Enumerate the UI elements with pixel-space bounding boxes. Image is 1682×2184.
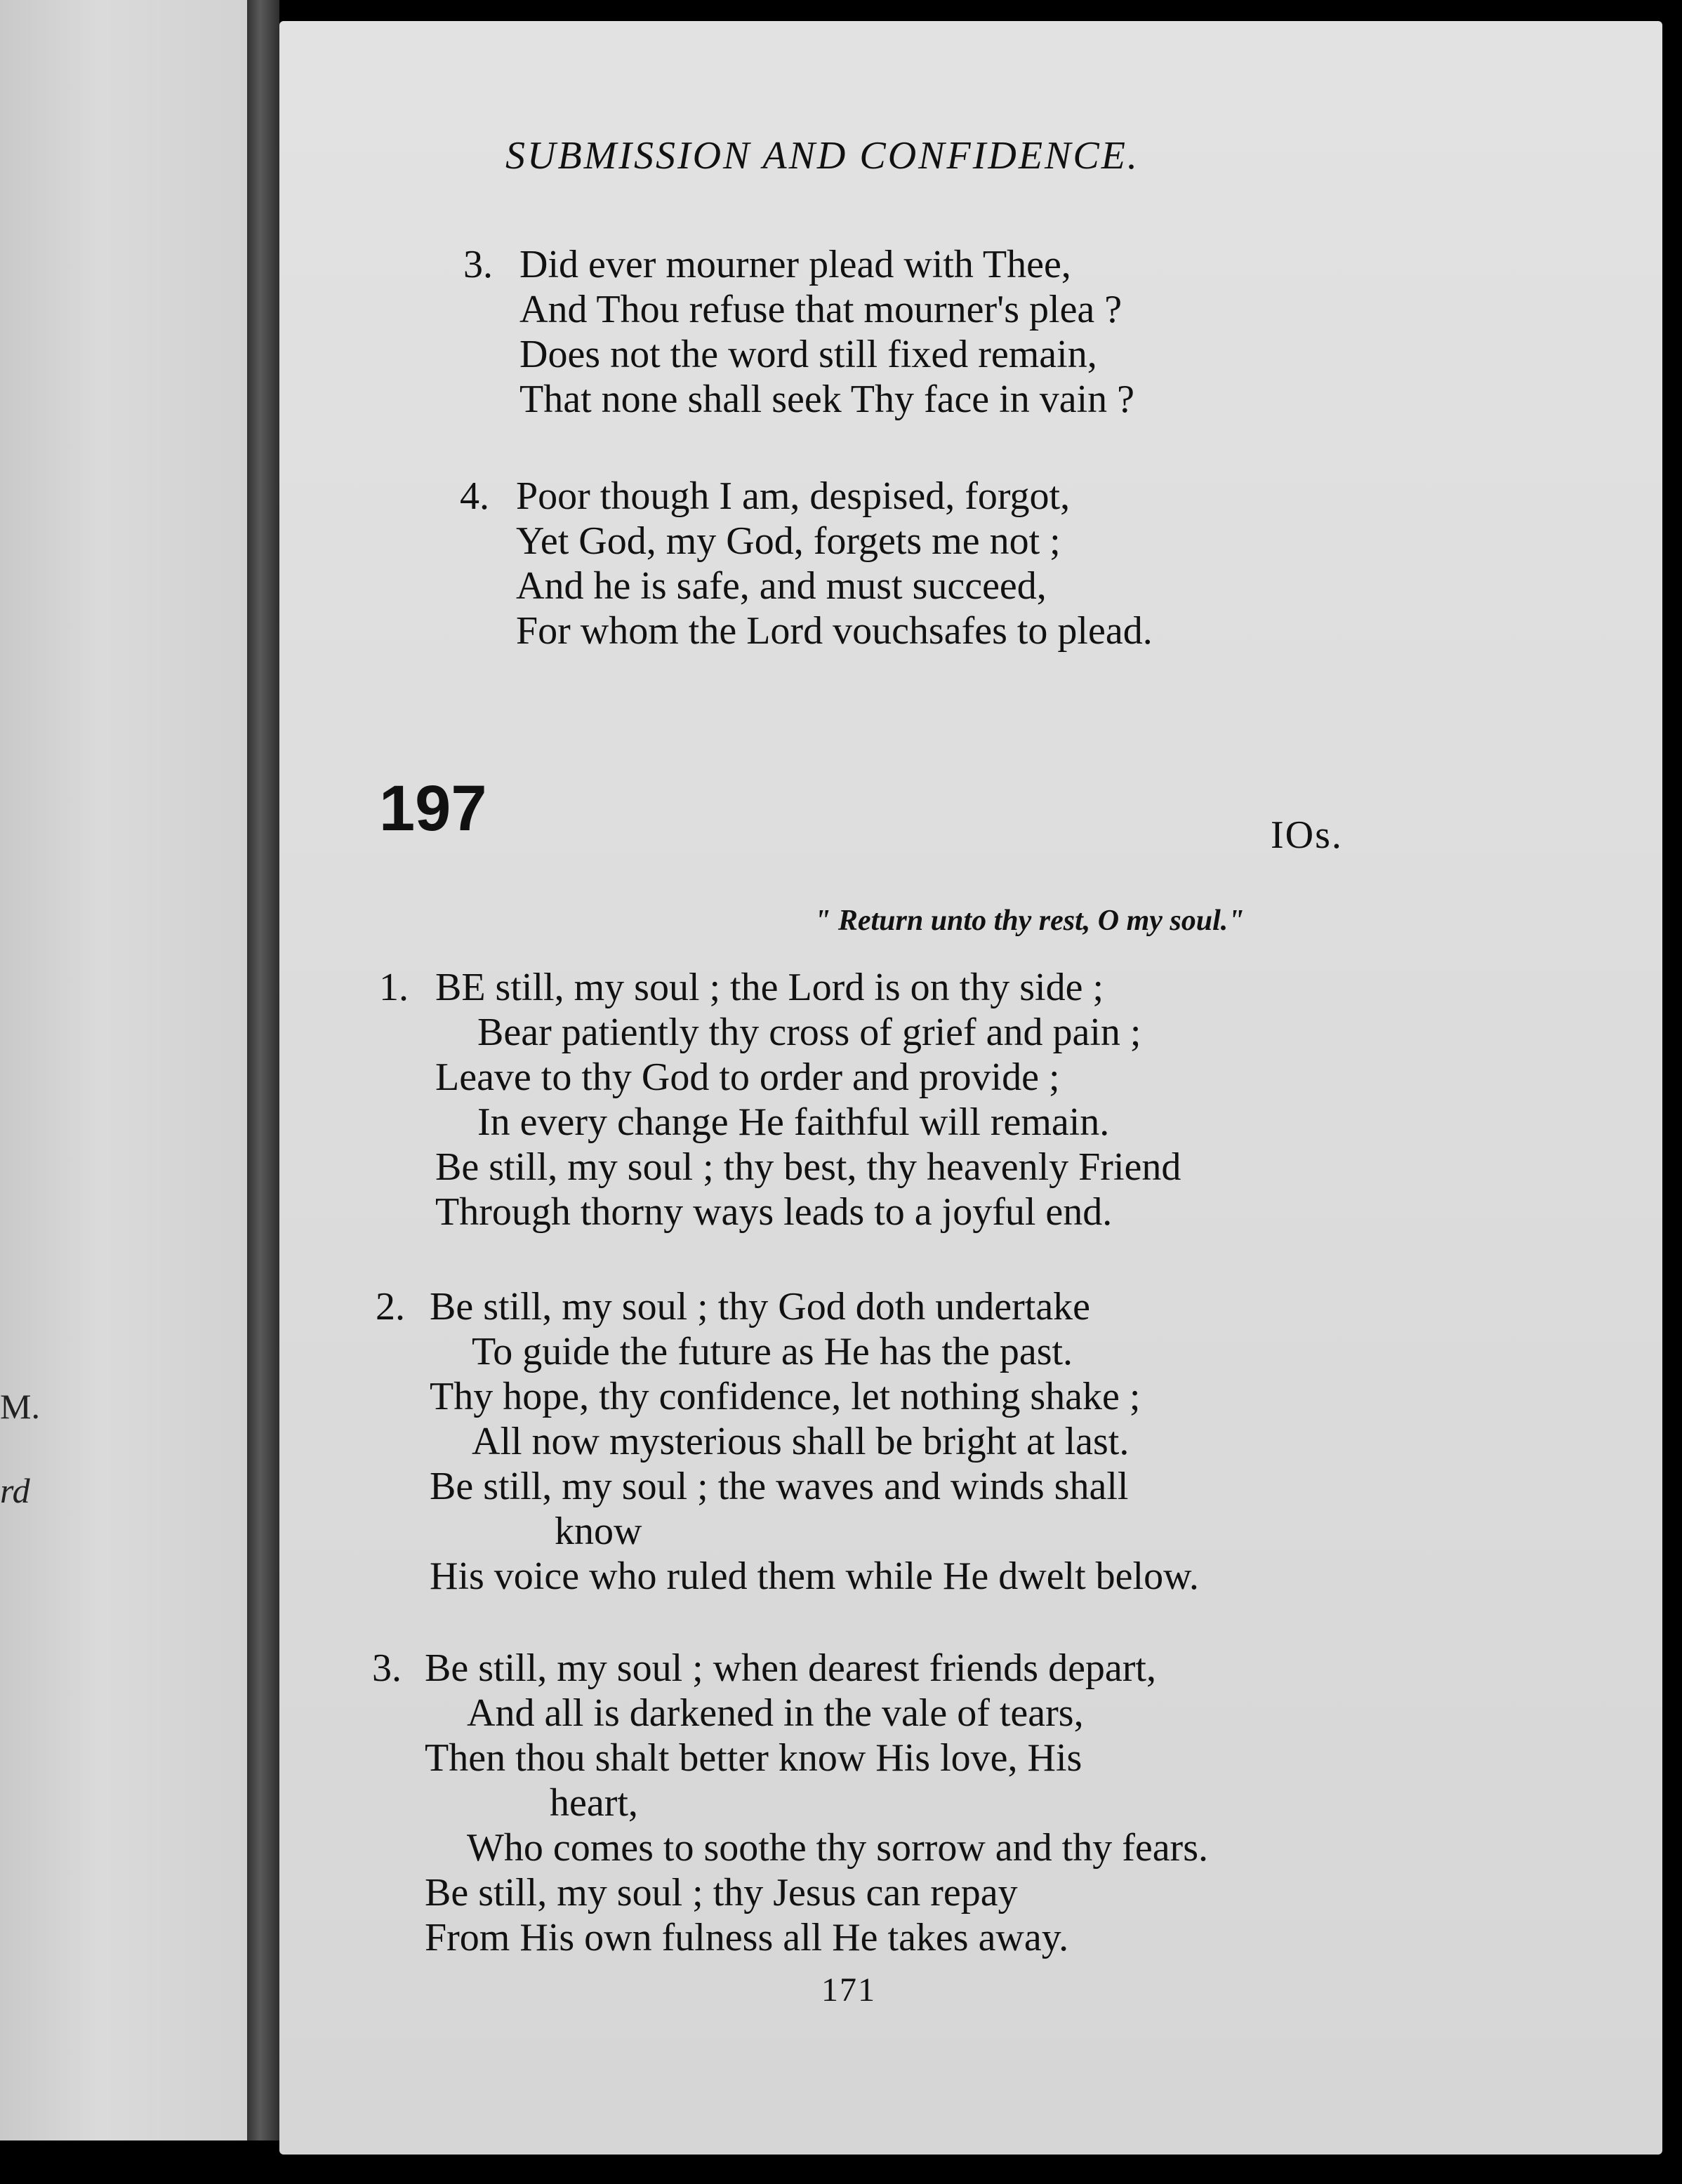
hymn-number: 197 bbox=[379, 773, 487, 844]
left-page bbox=[0, 0, 247, 2140]
stanza-line: That none shall seek Thy face in vain ? bbox=[519, 378, 1134, 421]
stanza-line: Thy hope, thy confidence, let nothing shake ; bbox=[430, 1375, 1141, 1418]
stanza-line: Bear patiently thy cross of grief and pain ; bbox=[477, 1011, 1141, 1054]
stanza bbox=[435, 965, 1181, 1234]
page-number: 171 bbox=[821, 1971, 876, 2009]
stanza-line: Be still, my soul ; when dearest friends depart, bbox=[425, 1646, 1156, 1690]
stanza-line: Yet God, my God, forgets me not ; bbox=[516, 519, 1061, 563]
stanza-line: And Thou refuse that mourner's plea ? bbox=[519, 288, 1123, 331]
stanza-line: Through thorny ways leads to a joyful end. bbox=[435, 1190, 1113, 1234]
stanza-number: 4. bbox=[460, 474, 489, 518]
stanza bbox=[425, 1646, 1208, 1960]
stanza bbox=[519, 242, 1134, 422]
stanza-line: All now mysterious shall be bright at last. bbox=[472, 1420, 1130, 1463]
stanza-line: Did ever mourner plead with Thee, bbox=[519, 243, 1071, 286]
stanza-line: Then thou shalt better know His love, His bbox=[425, 1736, 1082, 1780]
stanza-line: From His own fulness all He takes away. bbox=[425, 1916, 1069, 1959]
tune-reference: IOs. bbox=[1271, 813, 1343, 857]
stanza-line: To guide the future as He has the past. bbox=[472, 1330, 1073, 1373]
stanza bbox=[430, 1284, 1199, 1599]
stanza-number: 1. bbox=[379, 966, 409, 1009]
stanza-number: 3. bbox=[463, 243, 493, 286]
stanza-line: heart, bbox=[550, 1781, 638, 1825]
stanza-line: His voice who ruled them while He dwelt below. bbox=[430, 1554, 1199, 1598]
running-title: SUBMISSION AND CONFIDENCE. bbox=[505, 134, 1139, 178]
stanza-number: 3. bbox=[372, 1646, 402, 1690]
stanza-line: And he is safe, and must succeed, bbox=[516, 564, 1047, 608]
stanza-line: Leave to thy God to order and provide ; bbox=[435, 1056, 1060, 1099]
stanza-line: For whom the Lord vouchsafes to plead. bbox=[516, 609, 1153, 653]
stanza-line: Be still, my soul ; thy best, thy heavenly Friend bbox=[435, 1145, 1181, 1189]
stanza-line: Poor though I am, despised, forgot, bbox=[516, 474, 1071, 518]
book-spine bbox=[247, 0, 279, 2140]
stanza-line: In every change He faithful will remain. bbox=[477, 1100, 1110, 1144]
stanza-line: And all is darkened in the vale of tears, bbox=[467, 1691, 1084, 1735]
stanza-line: Be still, my soul ; thy God doth undertake bbox=[430, 1285, 1091, 1329]
stanza-line: Be still, my soul ; thy Jesus can repay bbox=[425, 1871, 1018, 1915]
left-page-fragment: M. bbox=[0, 1387, 40, 1426]
stanza-line: Be still, my soul ; the waves and winds shall bbox=[430, 1465, 1129, 1508]
stanza-number: 2. bbox=[376, 1285, 405, 1329]
stanza-line: BE still, my soul ; the Lord is on thy side ; bbox=[435, 966, 1104, 1009]
stanza-line: Who comes to soothe thy sorrow and thy fears. bbox=[467, 1826, 1208, 1870]
left-page-fragment: rd bbox=[0, 1471, 30, 1510]
stanza bbox=[516, 474, 1153, 653]
stanza-line: know bbox=[555, 1510, 642, 1553]
stanza-line: Does not the word still fixed remain, bbox=[519, 333, 1097, 376]
hymn-epigraph: " Return unto thy rest, O my soul." bbox=[814, 905, 1245, 937]
